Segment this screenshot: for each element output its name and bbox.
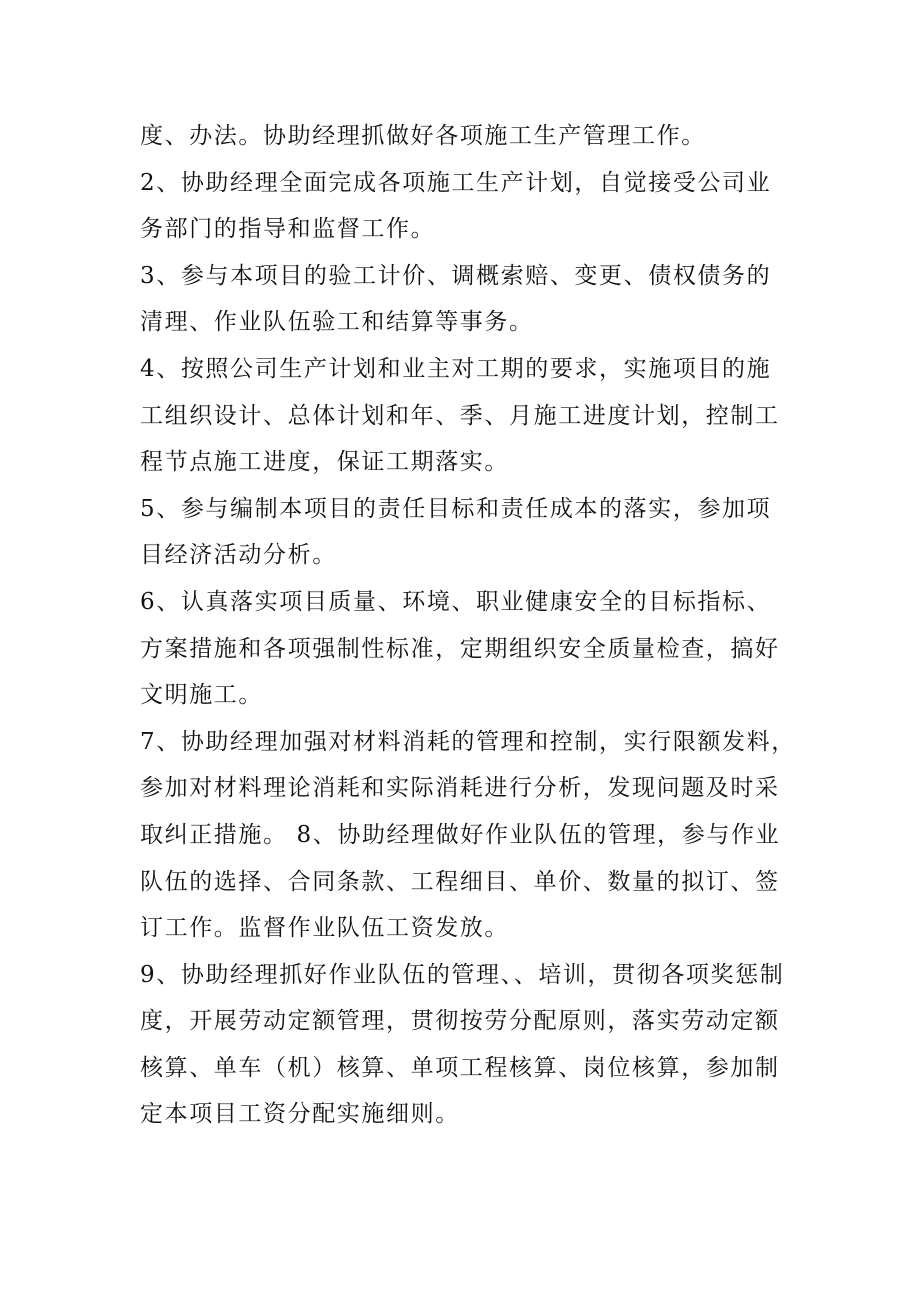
- text-line: 6、认真落实项目质量、环境、职业健康安全的目标指标、: [140, 588, 772, 615]
- text-line: 取纠正措施。 8、协助经理做好作业队伍的管理，参与作业: [140, 821, 781, 848]
- text-line: 7、协助经理加强对材料消耗的管理和控制，实行限额发料，: [140, 728, 796, 755]
- document-body: [140, 113, 800, 1138]
- text-line: 4、按照公司生产计划和业主对工期的要求，实施项目的施: [140, 355, 772, 382]
- text-line: 方案措施和各项强制性标准，定期组织安全质量检查，搞好: [140, 635, 780, 662]
- text-line: 务部门的指导和监督工作。: [140, 216, 436, 243]
- text-line: 2、协助经理全面完成各项施工生产计划，自觉接受公司业: [140, 169, 772, 196]
- text-line: 3、参与本项目的验工计价、调概索赔、变更、债权债务的: [140, 262, 772, 289]
- text-line: 清理、作业队伍验工和结算等事务。: [140, 309, 534, 336]
- text-line: 参加对材料理论消耗和实际消耗进行分析，发现问题及时采: [140, 775, 780, 802]
- text-line: 文明施工。: [140, 682, 263, 709]
- text-line: 工组织设计、总体计划和年、季、月施工进度计划，控制工: [140, 402, 780, 429]
- text-line: 队伍的选择、合同条款、工程细目、单价、数量的拟订、签: [140, 868, 780, 895]
- text-line: 订工作。监督作业队伍工资发放。: [140, 915, 509, 942]
- text-line: 程节点施工进度，保证工期落实。: [140, 449, 509, 476]
- text-line: 9、协助经理抓好作业队伍的管理、、培训，贯彻各项奖惩制: [140, 961, 785, 988]
- text-line: 度，开展劳动定额管理，贯彻按劳分配原则，落实劳动定额: [140, 1008, 780, 1035]
- text-line: 核算、单车（机）核算、单项工程核算、岗位核算，参加制: [140, 1054, 780, 1081]
- text-line: 5、参与编制本项目的责任目标和责任成本的落实，参加项: [140, 495, 772, 522]
- text-line: 定本项目工资分配实施细则。: [140, 1101, 460, 1128]
- text-line: 度、办法。协助经理抓做好各项施工生产管理工作。: [140, 123, 706, 149]
- text-line: 目经济活动分析。: [140, 542, 337, 569]
